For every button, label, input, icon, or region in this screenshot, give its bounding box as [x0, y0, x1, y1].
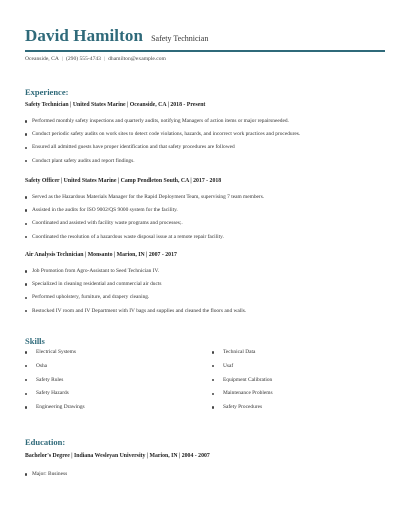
- contact-separator: |: [103, 56, 106, 62]
- contact-line: [25, 56, 166, 62]
- job-bullet: Conduct periodic safety audits on work sites to detect code violations, hazards, and incorrect work practices and procedures.: [25, 131, 300, 144]
- skill-item: Safety Rules: [25, 377, 212, 391]
- contact-separator: |: [61, 56, 63, 62]
- skill-item: Electrical Systems: [25, 349, 212, 363]
- job-bullet: Served as the Hazardous Materials Manager for the Rapid Deployment Team, supervising 7 team members.: [25, 194, 264, 207]
- name-row: [25, 26, 385, 46]
- job-title: Safety Technician | United States Marine | Oceanside, CA | 2018 - Present: [25, 102, 206, 108]
- skills-heading: Skills: [25, 336, 45, 346]
- job-title: Air Analysis Technician | Monsanto | Marion, IN | 2007 - 2017: [25, 252, 177, 258]
- job-bullets: [25, 194, 264, 247]
- header-divider: [25, 50, 385, 52]
- skill-item: Equipment Calibration: [212, 377, 395, 391]
- job-bullet: Conduct plant safety audits and report findings.: [25, 158, 300, 171]
- experience-heading: Experience:: [25, 87, 69, 97]
- job-bullet: Performed monthly safety inspections and quarterly audits, notifying Managers of action items or major repairsneeded.: [25, 118, 300, 131]
- candidate-title: Safety Technician: [151, 34, 209, 43]
- job-title: Safety Officer | United States Marine | Camp Pendleton South, CA | 2017 - 2018: [25, 178, 222, 184]
- job-bullet: Job Promotion from Agro-Assistant to Seed Technician IV.: [25, 268, 246, 281]
- job-bullet: Ensured all admitted guests have proper identification and that safety procedures are followed: [25, 144, 300, 157]
- contact-email[interactable]: dhamilton@example.com: [108, 56, 166, 62]
- job-bullet: Specialized in cleaning residential and commercial air ducts: [25, 281, 246, 294]
- contact-phone: (290) 555-4743: [66, 56, 101, 62]
- education-heading: Education:: [25, 437, 66, 447]
- skill-item: Safety Procedures: [212, 404, 395, 418]
- skill-item: Technical Data: [212, 349, 395, 363]
- skill-item: Osha: [25, 363, 212, 377]
- education-bullet: Major: Business: [25, 471, 67, 484]
- job-bullet: Coordinated the resolution of a hazardous waste disposal issue at a remote repair facility.: [25, 234, 264, 247]
- education-bullets: [25, 471, 67, 484]
- job-bullet: Performed upholstery, furniture, and drapery cleaning.: [25, 294, 246, 307]
- skill-item: Usaf: [212, 363, 395, 377]
- resume-header: [25, 26, 385, 46]
- contact-location: Oceanside, CA: [25, 56, 59, 62]
- candidate-name: David Hamilton: [25, 26, 144, 45]
- job-bullet: Coordinated and assisted with facility waste programs and processes;.: [25, 220, 264, 233]
- skill-item: Maintenance Problems: [212, 390, 395, 404]
- job-bullets: [25, 268, 246, 321]
- job-bullet: Restocked IV room and IV Department with IV bags and supplies and cleaned the floors and walls.: [25, 308, 246, 321]
- job-bullets: [25, 118, 300, 171]
- job-bullet: Assisted in the audits for ISO 9002/QS 9000 system for the facility.: [25, 207, 264, 220]
- skill-item: Safety Hazards: [25, 390, 212, 404]
- skill-item: Engineering Drawings: [25, 404, 212, 418]
- degree-line: Bachelor's Degree | Indiana Wesleyan University | Marion, IN | 2004 - 2007: [25, 453, 210, 459]
- skills-grid: [25, 349, 395, 418]
